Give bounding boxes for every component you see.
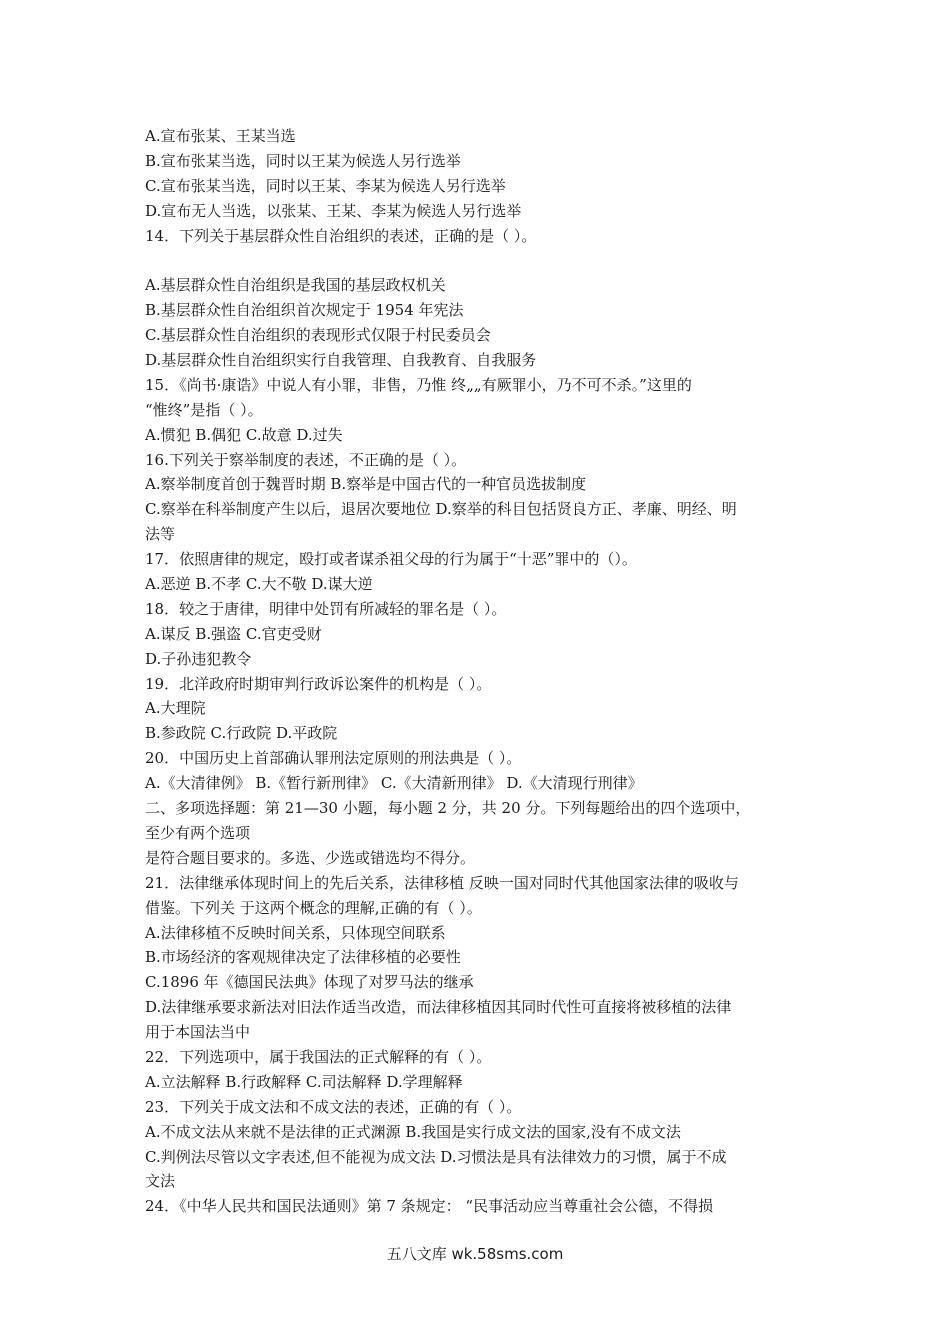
question-line: 20．中国历史上首部确认罪刑法定原则的刑法典是（ ）。 <box>145 749 522 768</box>
text-line: C.基层群众性自治组织的表现形式仅限于村民委员会 <box>145 326 491 345</box>
question-line: 14．下列关于基层群众性自治组织的表述，正确的是（ ）。 <box>145 226 537 245</box>
text-line: B.基层群众性自治组织首次规定于 1954 年宪法 <box>145 301 464 320</box>
text-line: 文法 <box>145 1172 176 1191</box>
question-line: 24．《中华人民共和国民法通则》第 7 条规定： “民事活动应当尊重社会公德，不得损 <box>145 1197 714 1216</box>
page-footer: 五八文库 wk.58sms.com <box>386 1245 564 1263</box>
text-line: D.宣布无人当选，以张某、王某、李某为候选人另行选举 <box>145 201 522 220</box>
text-line: B.宣布张某当选，同时以王某为候选人另行选举 <box>145 151 461 170</box>
text-line: A.大理院 <box>145 699 206 718</box>
text-line: C.1896 年《德国民法典》体现了对罗马法的继承 <box>145 973 474 992</box>
text-line: A.谋反 B.强盗 C.官吏受财 <box>145 624 322 643</box>
question-line: 15．《尚书·康诰》中说人有小罪，非售，乃惟 终„„有厥罪小，乃不可不杀。”这里的 <box>145 375 692 394</box>
text-line: D.子孙违犯教令 <box>145 649 252 668</box>
question-line: 23．下列关于成文法和不成文法的表述，正确的有（ ）。 <box>145 1097 522 1116</box>
text-line: 借鉴。下列关 于这两个概念的理解,正确的有（ ）。 <box>145 898 482 917</box>
question-line: 19．北洋政府时期审判行政诉讼案件的机构是（ ）。 <box>145 674 492 693</box>
text-line: A.基层群众性自治组织是我国的基层政权机关 <box>145 276 446 295</box>
text-line: C.宣布张某当选，同时以王某、李某为候选人另行选举 <box>145 176 506 195</box>
text-line: D.法律继承要求新法对旧法作适当改造，而法律移植因其同时代性可直接将被移植的法律 <box>145 998 732 1017</box>
text-line: A.恶逆 B.不孝 C.大不敬 D.谋大逆 <box>145 575 373 594</box>
text-line: 法等 <box>145 525 176 544</box>
question-line: 16.下列关于察举制度的表述，不正确的是（ ）。 <box>145 450 467 469</box>
question-line: 22．下列选项中，属于我国法的正式解释的有（ ）。 <box>145 1047 492 1066</box>
text-line: 至少有两个选项 <box>145 823 251 842</box>
question-line: 21．法律继承体现时间上的先后关系，法律移植 反映一国对同时代其他国家法律的吸收与 <box>145 873 739 892</box>
text-line: D.基层群众性自治组织实行自我管理、自我教育、自我服务 <box>145 351 537 370</box>
question-line: 17．依照唐律的规定，殴打或者谋杀祖父母的行为属于“十恶”罪中的（）。 <box>145 550 637 569</box>
text-line: A.惯犯 B.偶犯 C.故意 D.过失 <box>145 425 343 444</box>
text-line: 是符合题目要求的。多选、少选或错选均不得分。 <box>145 848 476 867</box>
text-line: A.不成文法从来就不是法律的正式渊源 B.我国是实行成文法的国家,没有不成文法 <box>145 1122 681 1141</box>
text-line: A.宣布张某、王某当选 <box>145 127 296 145</box>
text-line: “惟终”是指（ ）。 <box>145 400 263 419</box>
text-line: 用于本国法当中 <box>145 1023 251 1042</box>
page-body <box>145 124 815 1219</box>
text-line: B.市场经济的客观规律决定了法律移植的必要性 <box>145 948 461 967</box>
text-line: C.察举在科举制度产生以后，退居次要地位 D.察举的科目包括贤良方正、孝廉、明经、明 <box>145 500 737 519</box>
text-line: A.法律移植不反映时间关系，只体现空间联系 <box>145 923 446 942</box>
blank-line <box>145 248 815 273</box>
text-line: B.参政院 C.行政院 D.平政院 <box>145 724 338 743</box>
section-heading: 二、多项选择题：第 21—30 小题，每小题 2 分，共 20 分。下列每题给出的四个选项中， <box>145 799 751 818</box>
question-line: 18．较之于唐律，明律中处罚有所减轻的罪名是（ ）。 <box>145 599 507 618</box>
text-line: C.判例法尽管以文字表述,但不能视为成文法 D.习惯法是具有法律效力的习惯，属于不成 <box>145 1147 727 1166</box>
text-line: A.立法解释 B.行政解释 C.司法解释 D.学理解释 <box>145 1072 463 1091</box>
text-line: A.《大清律例》 B.《暂行新刑律》 C.《大清新刑律》 D.《大清现行刑律》 <box>145 774 643 793</box>
text-line: A.察举制度首创于魏晋时期 B.察举是中国古代的一种官员选拔制度 <box>145 475 587 494</box>
